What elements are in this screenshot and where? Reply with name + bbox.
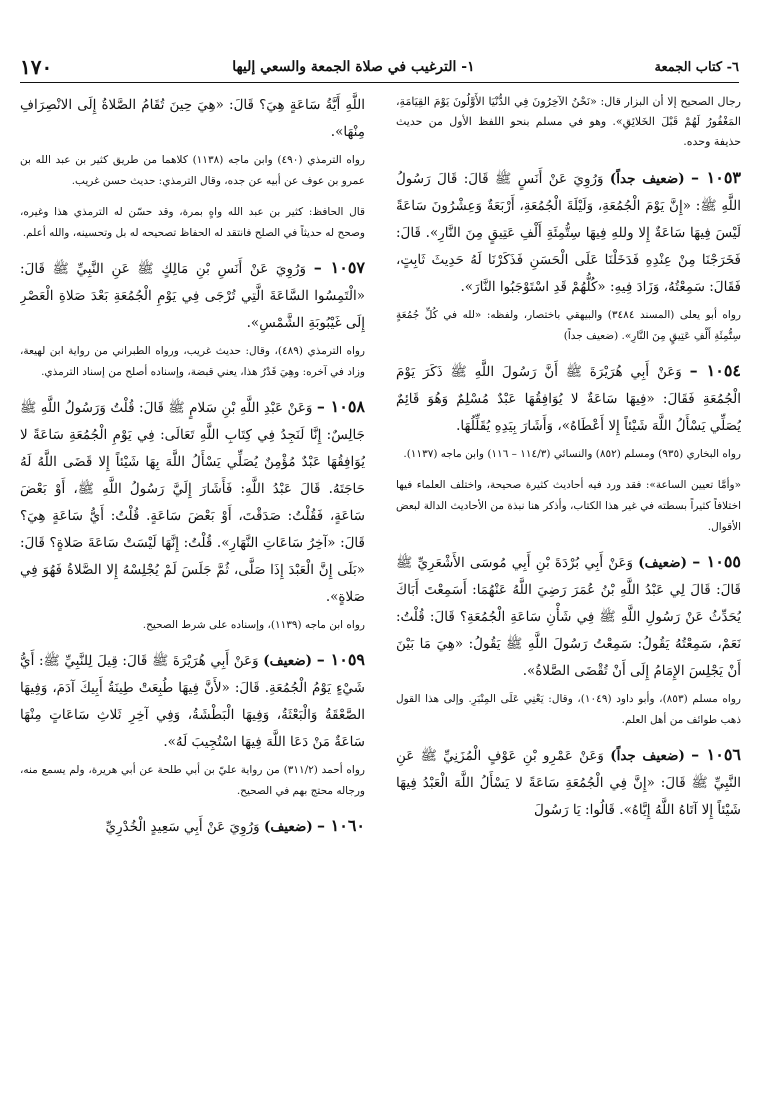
hadith-number: ١٠٥٦ – — [691, 745, 741, 764]
hadith-number: ١٠٥٣ – — [690, 168, 741, 187]
hadith-number: ١٠٥٧ – — [313, 258, 365, 277]
hadith-1053 — [396, 164, 741, 301]
left-column — [20, 92, 365, 1082]
hadith-note: رواه البخاري (٩٣٥) ومسلم (٨٥٢) والنسائي (١١٤/٣ – ١١٦) وابن ماجه (١١٣٧). — [403, 448, 741, 460]
hadith-grade: (ضعيف) — [263, 819, 313, 835]
hadith-1056-continuation: اللَّهِ أَيَّةُ سَاعَةٍ هِيَ؟ قَالَ: «هِيَ حِينَ تُقَامُ الصَّلاةُ إِلَى الانْصِرَافِ مِنْهَا». — [20, 97, 365, 140]
hafiz-note: قال الحافظ: كثير بن عبد الله واهٍ بمرة، وقد حسّن له الترمذي هذا وغيره، وصحح له حديثاً في الصلح فانتقد له الحفاظ تصحيحه له بل وتحسينه، والله أعلم. — [20, 206, 365, 239]
editor-remark: «وأمَّا تعيين الساعة»: فقد ورد فيه أحاديث كثيرة صحيحة، واختلف العلماء فيها اختلافاً كثيراً بسطته في غير هذا الكتاب، وأذكر هنا نبذة من الأحاديث الدالة لبعض الأقوال. — [396, 479, 741, 533]
hadith-text: وَرُوِيَ عَنْ أَنَسٍ ﷺ قَالَ: قَالَ رَسُولُ اللَّهِ ﷺ: «إِنَّ يَوْمَ الْجُمُعَةِ، وَلَيْلَةَ الْجُمُعَةِ، أَرْبَعَةٌ وَعِشْرُونَ سَاعَةً لَيْسَ فِيهَا سَاعَةٌ إِلا وللهِ فِيهَا سِتُّمِئَةِ أَلْفِ عَتِيقٍ مِنَ النَّارِ». قَالَ: فَخَرَجْنَا مِنْ عِنْدِهِ فَدَخَلْنَا عَلَى الْحَسَنِ فَذَكَرْنَا لَهُ حَدِيثَ ثَابِتٍ، فَقَالَ: سَمِعْتُهُ، وَزَادَ فِيهِ: «كُلُّهُمْ قَدِ اسْتَوْجَبُوا النَّارَ». — [396, 171, 741, 295]
hadith-text: وَعَنْ أَبِي هُرَيْرَةَ ﷺ أَنَّ رَسُولَ اللَّهِ ﷺ ذَكَرَ يَوْمَ الْجُمُعَةِ فَقَالَ: «فِيهَا سَاعَةٌ لا يُوَافِقُهَا عَبْدٌ مُسْلِمٌ وَهُوَ قَائِمٌ يُصَلِّي يَسْأَلُ اللَّهَ شَيْئاً إِلا أَعْطَاهُ»، وَأَشَارَ بِيَدِهِ يُقَلِّلُهَا. — [396, 364, 741, 434]
hadith-text: وَعَنْ عَمْرِو بْنِ عَوْفٍ الْمُزَنِيِّ ﷺ عَنِ النَّبِيِّ ﷺ قَالَ: «إِنَّ فِي الْجُمُعَةِ سَاعَةً لا يَسْأَلُ اللَّهَ الْعَبْدُ فِيهَا شَيْئاً إِلا آتَاهُ اللَّهُ إِيَّاهُ». قَالُوا: يَا رَسُولَ — [396, 748, 741, 818]
hadith-text: وَرُوِيَ عَنْ أَبِي سَعِيدٍ الْخُدْرِيِّ — [105, 819, 260, 835]
hadith-text: وَرُوِيَ عَنْ أَنَسِ بْنِ مَالِكٍ ﷺ عَنِ النَّبِيِّ ﷺ قَالَ: «الْتَمِسُوا السَّاعَةَ الَّتِي تُرْجَى فِي يَوْمِ الْجُمُعَةِ بَعْدَ صَلاةِ الْعَصْرِ إِلَى غَيْبُوبَةِ الشَّمْسِ». — [20, 261, 365, 331]
hadith-note: رواه الترمذي (٤٩٠) وابن ماجه (١١٣٨) كلاهما من طريق كثير بن عبد الله بن عمرو بن عوف عن أبيه عن جده، وقال الترمذي: حديث حسن غريب. — [20, 154, 365, 187]
hadith-note: رواه الترمذي (٤٨٩)، وقال: حديث غريب، ورواه الطبراني من رواية ابن لهيعة، وزاد في آخره: وهِيَ قَدْرُ هذا، يعني قبضة، وإسناده أصلح من إسناد الترمذي. — [20, 345, 365, 378]
hadith-text: وَعَنْ أَبِي بُرْدَةَ بْنِ أَبِي مُوسَى الأَشْعَرِيِّ ﷺ قَالَ: قَالَ لِي عَبْدُ اللَّهِ بْنُ عُمَرَ رَضِيَ اللَّهُ عَنْهُمَا: أَسَمِعْتَ أَبَاكَ يُحَدِّثُ عَنْ رَسُولِ اللَّهِ ﷺ فِي شَأْنِ سَاعَةِ الْجُمُعَةِ؟ قَالَ: قُلْتُ: نَعَمْ، سَمِعْتُهُ يَقُولُ: سَمِعْتُ رَسُولَ اللَّهِ ﷺ يَقُولُ: «هِيَ مَا بَيْنَ أَنْ يَجْلِسَ الإِمَامُ إِلَى أَنْ تُقْضَى الصَّلاةُ». — [396, 555, 741, 679]
hadith-note: رواه مسلم (٨٥٣)، وأبو داود (١٠٤٩)، وقال: يَعْنِي عَلَى المِنْبَرِ. وإلى هذا القول ذهب طوائف من أهل العلم. — [396, 693, 741, 726]
page-header — [20, 52, 739, 83]
hadith-1056 — [396, 741, 741, 824]
hadith-number: ١٠٦٠ – — [317, 816, 365, 835]
hadith-1058 — [20, 393, 365, 611]
hadith-1059 — [20, 646, 365, 756]
hadith-number: ١٠٥٨ – — [316, 397, 365, 416]
hadith-grade: (ضعيف جداً) — [610, 748, 685, 764]
hadith-note: رواه أبو يعلى (المسند ٣٤٨٤) والبيهقي باختصار، ولفظه: «لله في كُلِّ جُمُعَةٍ سِتُّمِئَةِ أَلْفِ عَتِيقٍ مِنَ النَّارِ». (ضعيف جداً) — [396, 309, 741, 342]
hadith-1057 — [20, 254, 365, 337]
hadith-text: وَعَنْ عَبْدِ اللَّهِ بْنِ سَلامٍ ﷺ قَالَ: قُلْتُ وَرَسُولُ اللَّهِ ﷺ جَالِسٌ: إِنَّا لَنَجِدُ فِي كِتَابِ اللَّهِ تَعَالَى: فِي يَوْمِ الْجُمُعَةِ سَاعَةً لا يُوَافِقُهَا عَبْدٌ مُؤْمِنٌ يُصَلِّي يَسْأَلُ اللَّهَ بِهَا شَيْئاً إِلا قَضَى اللَّهُ لَهُ حَاجَتَهُ. قَالَ عَبْدُ اللَّهِ: فَأَشَارَ إِلَيَّ رَسُولُ اللَّهِ ﷺ، أَوْ بَعْضَ سَاعَةٍ، فَقُلْتُ: صَدَقْتَ، أَوْ بَعْضَ سَاعَةٍ. قُلْتُ: أَيُّ سَاعَةٍ هِيَ؟ قَالَ: «آخِرُ سَاعَاتِ النَّهَارِ». قُلْتُ: إِنَّهَا لَيْسَتْ سَاعَةَ صَلاةٍ؟ قَالَ: «بَلَى إِنَّ الْعَبْدَ إِذَا صَلَّى، ثُمَّ جَلَسَ لَمْ يُجْلِسْهُ إِلا الصَّلاةُ فَهُوَ فِي صَلاةٍ». — [20, 400, 365, 605]
hadith-note: رواه ابن ماجه (١١٣٩)، وإسناده على شرط الصحيح. — [142, 619, 365, 631]
hadith-note: رواه أحمد (٣١١/٢) من رواية عليّ بن أبي طلحة عن أبي هريرة، ولم يسمع منه، ورجاله محتج بهم في الصحيح. — [20, 764, 365, 797]
page-number: ١٧٠ — [20, 55, 53, 79]
hadith-grade: (ضعيف) — [263, 653, 313, 669]
hadith-number: ١٠٥٩ – — [316, 650, 365, 669]
chapter-title: ٦- كتاب الجمعة — [654, 59, 739, 75]
hadith-number: ١٠٥٥ – — [692, 552, 741, 571]
carry-over-text: رجال الصحيح إلا أن البزار قال: «نَحْنُ الآخِرُونَ فِي الدُّنْيَا الأَوَّلُونَ يَوْمَ القِيَامَةِ، المَغْفُورُ لَهُمْ قَبْلَ الخَلائِقِ». وهو في مسلم بنحو اللفظ الأول من حديث حذيفة وحده. — [396, 95, 741, 148]
right-column — [396, 92, 741, 1082]
hadith-text: وَعَنْ أَبِي هُرَيْرَةَ ﷺ قَالَ: قِيلَ لِلنَّبِيِّ ﷺ: أَيُّ شَيْءٍ يَوْمُ الْجُمُعَةِ. قَالَ: «لأَنَّ فِيهَا طُبِعَتْ طِينَةُ أَبِيكَ آدَمَ، وَفِيهَا الصَّعْقَةُ وَالْبَعْثَةُ، وَفِيهَا الْبَطْشَةُ، وَفِي آخِرِ ثَلاثِ سَاعَاتٍ مِنْهَا سَاعَةٌ مَنْ دَعَا اللَّهَ فِيهَا اسْتُجِيبَ لَهُ». — [20, 653, 365, 750]
hadith-1054 — [396, 357, 741, 440]
hadith-1060 — [20, 812, 365, 841]
section-title: ١- الترغيب في صلاة الجمعة والسعي إليها — [232, 59, 475, 75]
hadith-1055 — [396, 548, 741, 685]
hadith-grade: (ضعيف) — [638, 555, 688, 571]
hadith-grade: (ضعيف جداً) — [609, 171, 685, 187]
hadith-number: ١٠٥٤ – — [689, 361, 741, 380]
